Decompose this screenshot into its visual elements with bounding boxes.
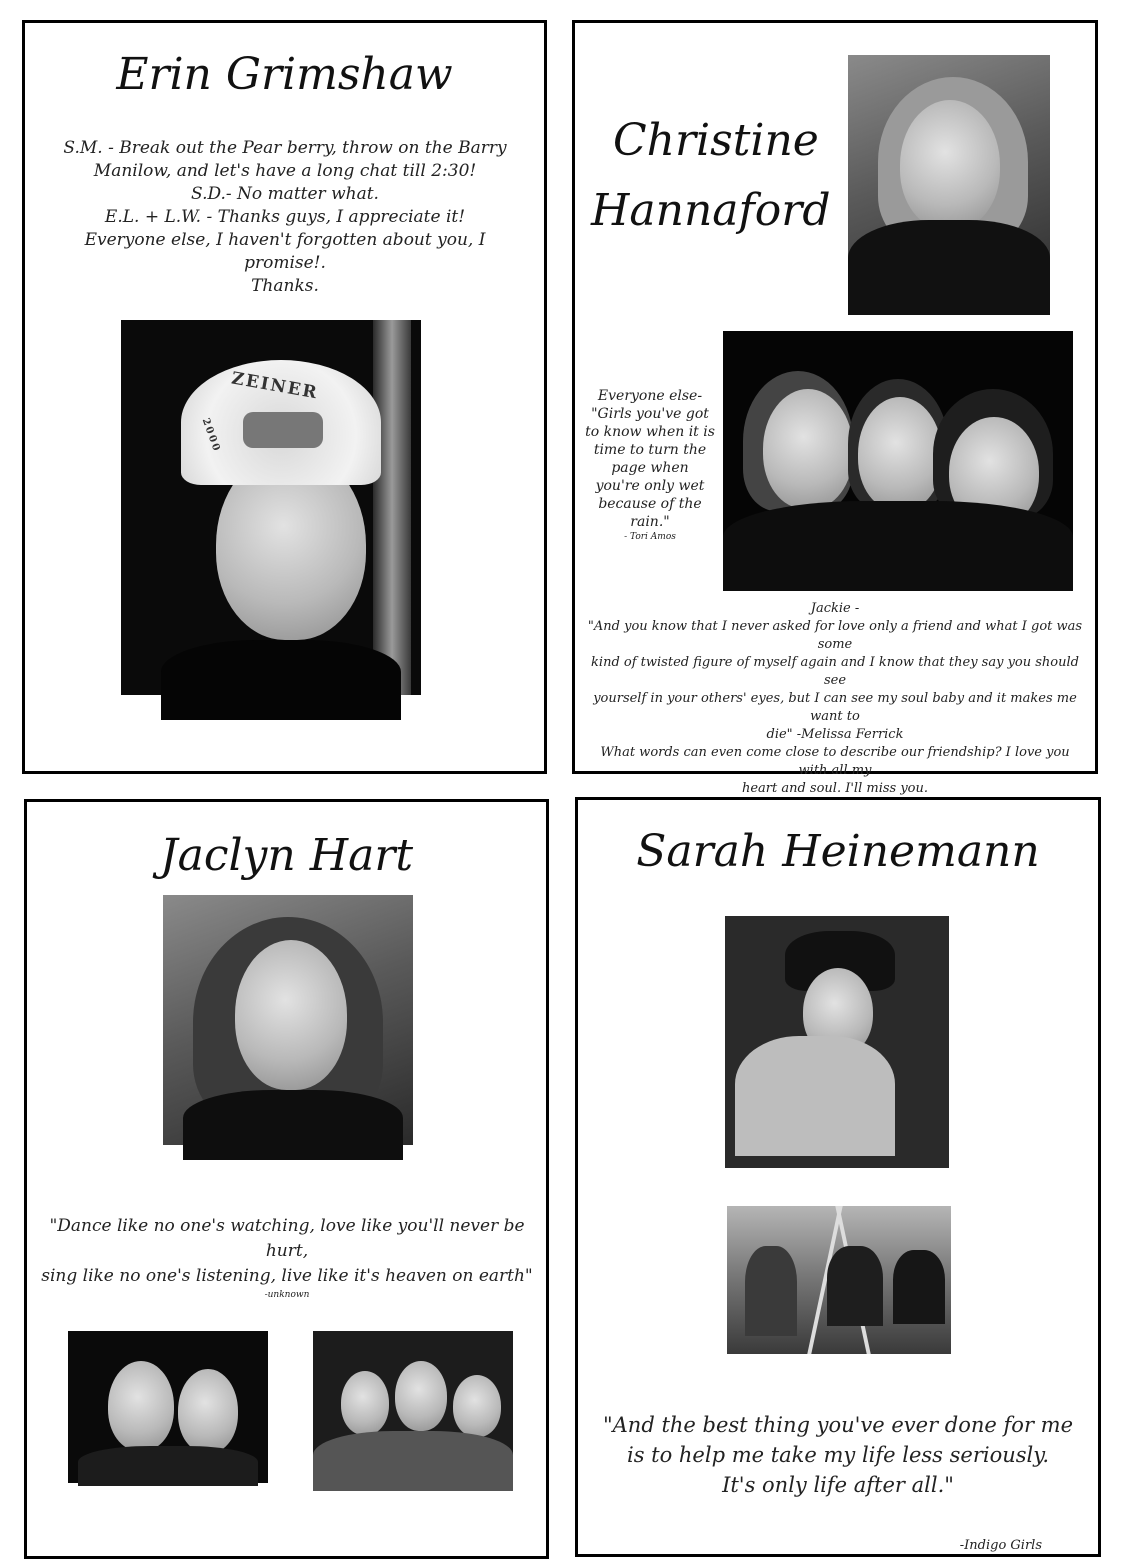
friend-sitting-left [745, 1246, 797, 1336]
friends-shirts [78, 1446, 258, 1486]
christine-message-line: yourself in your others' eyes, but I can see my soul baby and it makes me want to [593, 691, 1077, 724]
erin-message-line: S.D.- No matter what. [191, 184, 379, 204]
christine-portrait-photo [848, 55, 1050, 307]
sarah-quote-line: It's only life after all." [722, 1473, 954, 1497]
friend-2-face [858, 397, 942, 511]
christine-message-line: kind of twisted figure of myself again and I know that they say you should see [591, 655, 1079, 688]
erin-name: Erin Grimshaw [116, 49, 453, 100]
jaclyn-name: Jaclyn Hart [159, 830, 414, 881]
friend-1-face [763, 389, 853, 509]
friends-group-photo [723, 331, 1073, 583]
side-quote-line: you're only wet [595, 478, 705, 494]
erin-cap [181, 360, 381, 485]
jaclyn-hart-panel [24, 799, 549, 1559]
christine-message-line: "And you know that I never asked for love only a friend and what I got was some [587, 619, 1083, 652]
erin-message-line: E.L. + L.W. - Thanks guys, I appreciate it! [104, 207, 466, 227]
jaclyn-family-photo [313, 1331, 513, 1483]
christine-message-line: Jackie - [810, 601, 860, 616]
jaclyn-face [235, 940, 347, 1090]
sarah-heinemann-panel [575, 797, 1101, 1557]
side-quote-line: "Girls you've got [591, 406, 709, 422]
friends-shirts [723, 501, 1073, 591]
sarah-quote-line: is to help me take my life less seriously. [626, 1443, 1050, 1467]
christine-name-line2: Hannaford [591, 185, 831, 236]
jaclyn-top [183, 1090, 403, 1160]
side-quote-line: page when [611, 460, 689, 476]
cap-side-text: 2000 [199, 416, 223, 455]
erin-message-line: Everyone else, I haven't forgotten about you, I promise!. [84, 230, 486, 273]
side-quote-line: to know when it is [585, 424, 715, 440]
family-center-face [395, 1361, 447, 1431]
christine-side-quote [585, 387, 715, 543]
sarah-quote-attribution: -Indigo Girls [959, 1538, 1042, 1553]
side-quote-attribution: - Tori Amos [624, 532, 676, 542]
railroad-tracks-photo [727, 1206, 951, 1354]
christine-shirt [848, 220, 1050, 315]
family-left-face [341, 1371, 389, 1435]
side-quote-line: Everyone else- [597, 388, 703, 404]
cap-opening [243, 412, 323, 448]
christine-name-line1: Christine [613, 115, 819, 166]
christine-face [900, 100, 1000, 230]
erin-shirt [161, 640, 401, 720]
erin-message-line: S.M. - Break out the Pear berry, throw on the Barry [63, 138, 507, 158]
side-quote-line: because of the [598, 496, 702, 512]
friend-right-face [178, 1369, 238, 1453]
erin-portrait-photo [121, 320, 421, 695]
jaclyn-quote-line: "Dance like no one's watching, love like you'll never be hurt, [49, 1216, 525, 1261]
christine-hannaford-panel [572, 20, 1098, 796]
sarah-portrait-photo [725, 916, 949, 1168]
erin-message-line: Manilow, and let's have a long chat till 2:30! [93, 161, 477, 181]
jaclyn-quote-line: sing like no one's listening, live like it's heaven on earth" [41, 1266, 533, 1286]
erin-message-line: Thanks. [251, 276, 319, 296]
sarah-quote [598, 1410, 1078, 1500]
family-clothes [313, 1431, 513, 1491]
sarah-shirt [735, 1036, 895, 1156]
jaclyn-friends-photo [68, 1331, 268, 1483]
jaclyn-quote [37, 1214, 537, 1301]
jaclyn-quote-attribution: -unknown [264, 1290, 310, 1300]
door-frame [373, 320, 411, 695]
christine-message-line: heart and soul. I'll miss you. [741, 781, 929, 796]
family-right-face [453, 1375, 501, 1437]
side-quote-line: rain." [630, 514, 670, 530]
sarah-name: Sarah Heinemann [636, 826, 1040, 877]
sarah-quote-line: "And the best thing you've ever done for me [602, 1413, 1073, 1437]
jaclyn-portrait-photo [163, 895, 413, 1145]
friend-left-face [108, 1361, 174, 1451]
christine-message-line: die" -Melissa Ferrick [766, 727, 904, 742]
erin-message [45, 137, 525, 298]
erin-grimshaw-panel [22, 20, 547, 774]
friend-crouching-right [893, 1250, 945, 1324]
christine-message [587, 600, 1083, 816]
friend-crouching-center [827, 1246, 883, 1326]
side-quote-line: time to turn the [593, 442, 707, 458]
christine-message-line: What words can even come close to describe our friendship? I love you with all my [600, 745, 1070, 778]
cap-text: ZEINER [229, 368, 321, 404]
